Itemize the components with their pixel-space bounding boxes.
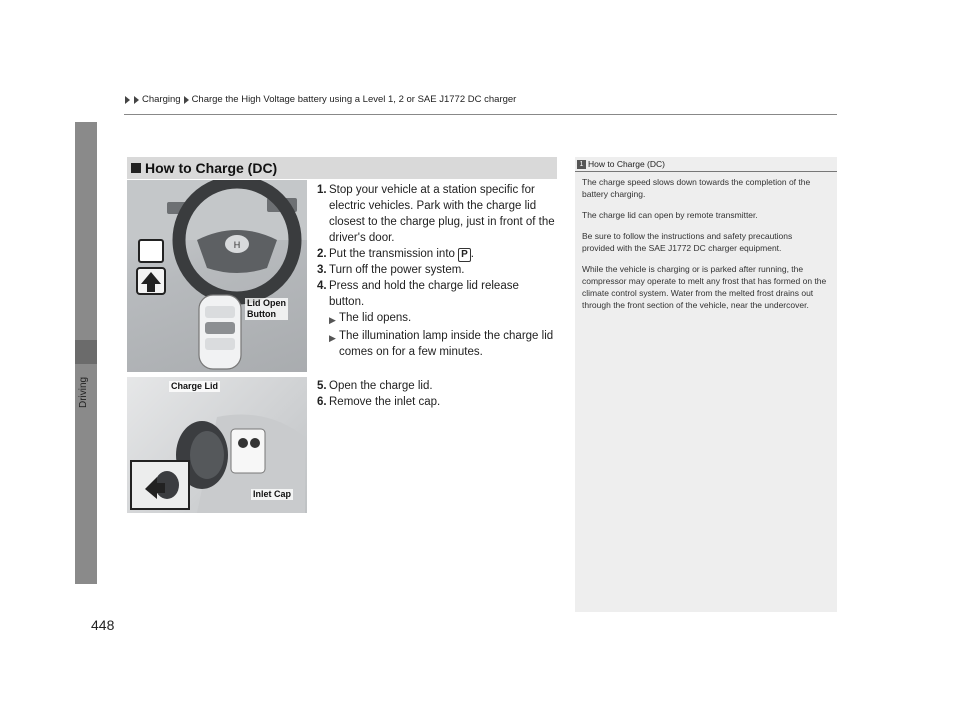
steps-list (317, 182, 557, 410)
step-4-result-1 (317, 310, 557, 328)
dashboard-illustration (127, 180, 307, 372)
breadcrumb (124, 94, 516, 105)
step-text: Open the charge lid. (329, 380, 433, 392)
step-4-result-2 (317, 328, 557, 360)
step-text: Turn off the power system. (329, 264, 465, 276)
section-square-icon (131, 163, 141, 173)
callout-charge-lid: Charge Lid (171, 381, 219, 391)
step-number: 3. (317, 264, 327, 276)
result-text: The illumination lamp inside the charge lid comes on for a few minutes. (339, 330, 554, 358)
park-key-symbol: P (458, 248, 471, 262)
step-text: Remove the inlet cap. (329, 396, 441, 408)
step-number: 6. (317, 396, 327, 408)
step-text: Press and hold the charge lid release button. (329, 280, 519, 308)
page-number: 448 (91, 617, 115, 633)
chapter-tab-marker (75, 340, 97, 364)
note-paragraph: The charge speed slows down towards the completion of the battery charging. (582, 177, 811, 199)
step-text-prefix: Put the transmission into (329, 248, 459, 260)
svg-text:H: H (233, 240, 241, 250)
note-paragraph: Be sure to follow the instructions and safety precautions provided with the SAE J1772 DC charger equipment. (582, 231, 793, 253)
callout-inlet-cap: Inlet Cap (253, 489, 292, 499)
chapter-label: Driving (78, 376, 89, 408)
section-header (127, 157, 557, 179)
step-number: 2. (317, 248, 327, 260)
figure-charge-lid (127, 377, 307, 513)
breadcrumb-item-charge-high-voltage[interactable]: Charge the High Voltage battery using a Level 1, 2 or SAE J1772 DC charger (191, 94, 517, 105)
step-number: 1. (317, 184, 327, 196)
step-number: 4. (317, 280, 327, 292)
step-6 (317, 394, 557, 410)
step-number: 5. (317, 380, 327, 392)
result-arrow-icon: ▶ (329, 333, 336, 343)
section-title: How to Charge (DC) (145, 160, 278, 176)
result-arrow-icon: ▶ (329, 315, 336, 325)
breadcrumb-arrow-icon (134, 96, 139, 104)
header-rule (124, 114, 837, 115)
step-text: Stop your vehicle at a station specific for electric vehicles. Park with the charge lid closest to the charge plug, just in front of the driver's door. (329, 184, 555, 244)
note-panel (575, 157, 837, 612)
breadcrumb-item-charging[interactable]: Charging (142, 94, 181, 105)
step-4 (317, 278, 557, 310)
step-2 (317, 246, 557, 262)
callout-lid-open-button: Lid Open Button (247, 298, 286, 319)
note-paragraph: The charge lid can open by remote transmitter. (582, 210, 758, 220)
step-text (329, 246, 474, 262)
note-paragraph: While the vehicle is charging or is parked after running, the compressor may operate to melt any frost that has formed on the climate control system. Water from the melted frost drains out through the front section of the vehicle, near the undercover. (582, 264, 827, 310)
step-3 (317, 262, 557, 278)
note-body (575, 172, 837, 311)
note-number-icon: 1 (577, 160, 586, 169)
breadcrumb-arrow-icon (125, 96, 130, 104)
step-5 (317, 378, 557, 394)
result-text: The lid opens. (339, 312, 412, 324)
step-text-suffix: . (470, 248, 474, 260)
note-title[interactable]: How to Charge (DC) (588, 159, 665, 169)
note-header (575, 157, 837, 172)
figure-dashboard-key-fob (127, 180, 307, 372)
breadcrumb-arrow-icon (184, 96, 189, 104)
step-1 (317, 182, 557, 246)
